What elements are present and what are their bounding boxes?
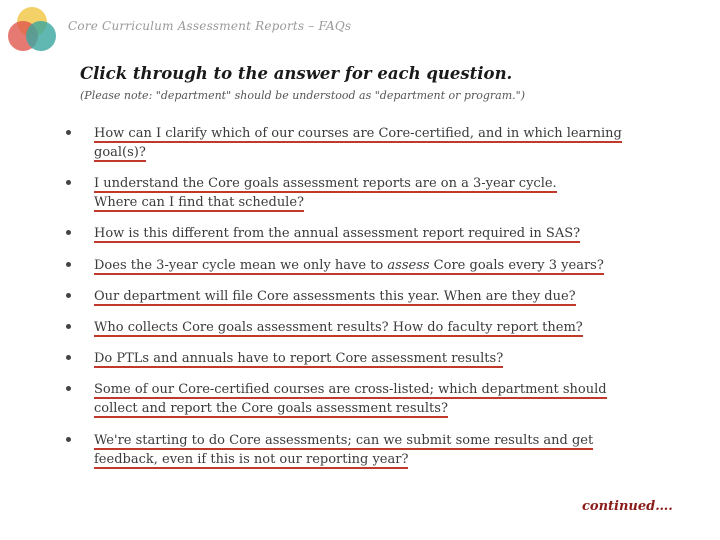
faq-link-ptls-annuals[interactable]	[94, 349, 666, 368]
bullet-icon	[66, 293, 71, 298]
bullet-icon	[66, 386, 71, 391]
page-heading: Click through to the answer for each question.	[80, 64, 513, 83]
faq-link-3-year-cycle[interactable]	[94, 256, 666, 275]
faq-link-cross-listed[interactable]	[94, 380, 666, 418]
faq-text: We're starting to do Core assessments; can we submit some results and get	[94, 433, 594, 448]
faq-text: feedback, even if this is not our reporting year?	[94, 452, 409, 467]
faq-text: Who collects Core goals assessment results? How do faculty report them?	[94, 320, 583, 335]
faq-text: Our department will file Core assessments this year. When are they due?	[94, 289, 576, 304]
faq-text: Some of our Core-certified courses are cross-listed; which department should	[94, 382, 607, 397]
faq-text	[94, 258, 604, 275]
bullet-icon	[66, 437, 71, 442]
faq-link-feedback[interactable]	[94, 431, 666, 469]
department-note: (Please note: "department" should be understood as "department or program.")	[80, 89, 525, 102]
faq-text: Do PTLs and annuals have to report Core assessment results?	[94, 351, 504, 366]
faq-text: How can I clarify which of our courses are Core-certified, and in which learning	[94, 126, 622, 141]
faq-link-due-dates[interactable]	[94, 287, 666, 306]
faq-text-emphasis: assess	[387, 258, 430, 273]
faq-text-part: Core goals every 3 years?	[429, 258, 604, 273]
faq-text: I understand the Core goals assessment reports are on a 3-year cycle.	[94, 176, 557, 191]
bullet-icon	[66, 324, 71, 329]
faq-link-who-collects[interactable]	[94, 318, 666, 337]
bullet-icon	[66, 262, 71, 267]
faq-text: Where can I find that schedule?	[94, 195, 305, 210]
faq-text: goal(s)?	[94, 145, 146, 160]
bullet-icon	[66, 130, 71, 135]
faq-link-core-certified-courses[interactable]	[94, 124, 666, 162]
faq-link-sas-report[interactable]	[94, 224, 666, 243]
header-title: Core Curriculum Assessment Reports – FAQs	[68, 19, 352, 33]
bullet-icon	[66, 180, 71, 185]
bullet-icon	[66, 230, 71, 235]
faq-text-part: Does the 3-year cycle mean we only have to	[94, 258, 388, 273]
faq-link-schedule[interactable]	[94, 174, 666, 212]
bullet-icon	[66, 355, 71, 360]
faq-text: How is this different from the annual assessment report required in SAS?	[94, 226, 581, 241]
continued-link[interactable]: continued….	[582, 499, 673, 514]
faq-text: collect and report the Core goals assessment results?	[94, 401, 448, 416]
